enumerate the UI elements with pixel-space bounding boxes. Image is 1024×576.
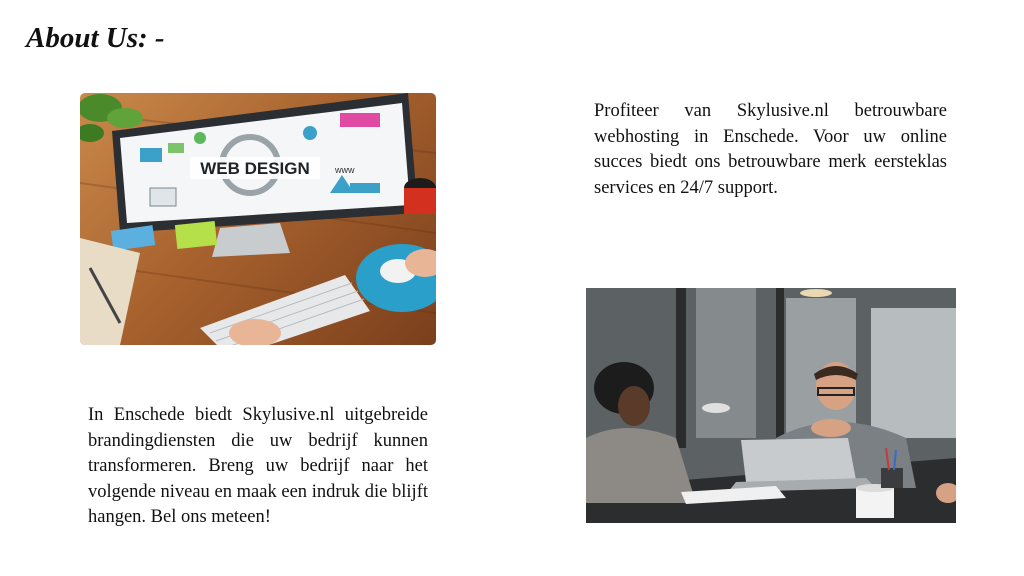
meeting-photo: [586, 288, 956, 523]
web-design-screen-text: WEB DESIGN: [200, 159, 310, 178]
web-design-photo: [80, 93, 436, 345]
branding-paragraph: In Enschede biedt Skylusive.nl uitgebreide brandingdiensten die uw bedrijf kunnen transformeren. Breng uw bedrijf naar het volgende niveau en maak een indruk die blijft hangen. Bel ons meteen!: [88, 405, 428, 527]
monitor: [112, 93, 418, 233]
page-title: About Us: -: [26, 22, 165, 54]
www-screen-text: www: [335, 165, 355, 175]
hosting-paragraph: Profiteer van Skylusive.nl betrouwbare webhosting in Enschede. Voor uw online succes biedt ons betrouwbare merk eersteklas services en 24/7 support.: [594, 101, 947, 198]
